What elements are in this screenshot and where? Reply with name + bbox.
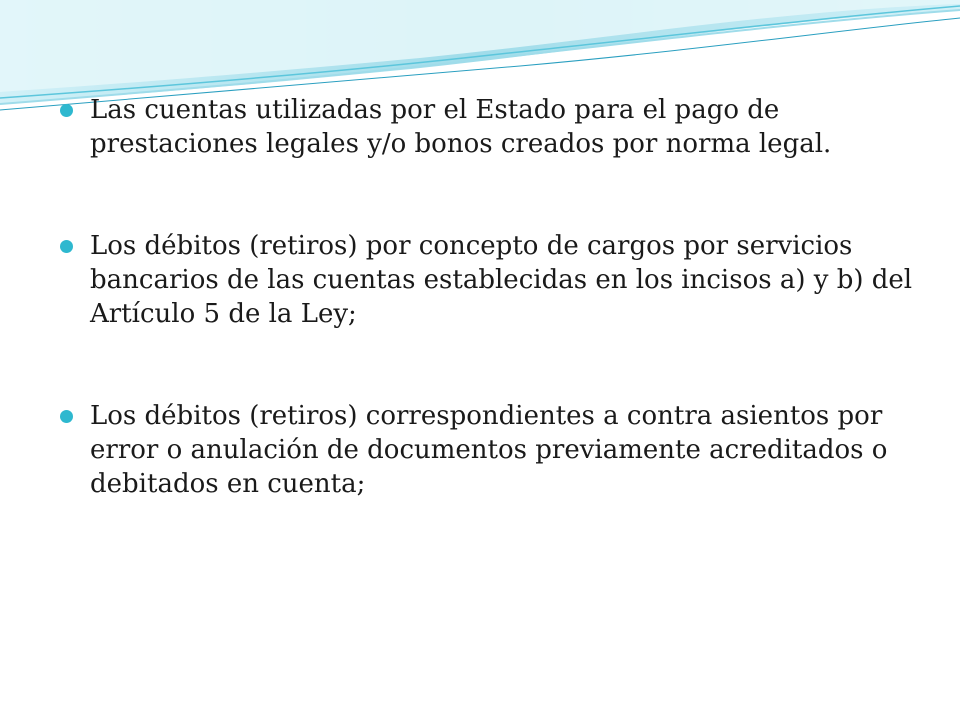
bullet-icon (60, 240, 73, 253)
bullet-item (60, 229, 920, 331)
bullet-text: Los débitos (retiros) por concepto de cargos por servicios bancarios de las cuentas establecidas en los incisos a) y b) del Artículo 5 de la Ley; (90, 231, 913, 329)
bullet-text: Los débitos (retiros) correspondientes a contra asientos por error o anulación de documentos previamente acreditados o debitados en cuenta; (90, 401, 888, 499)
bullet-list (60, 93, 920, 501)
bullet-item (60, 93, 920, 161)
bullet-icon (60, 410, 73, 423)
bullet-icon (60, 104, 73, 117)
bullet-item (60, 399, 920, 501)
bullet-text: Las cuentas utilizadas por el Estado para el pago de prestaciones legales y/o bonos creados por norma legal. (90, 95, 832, 159)
